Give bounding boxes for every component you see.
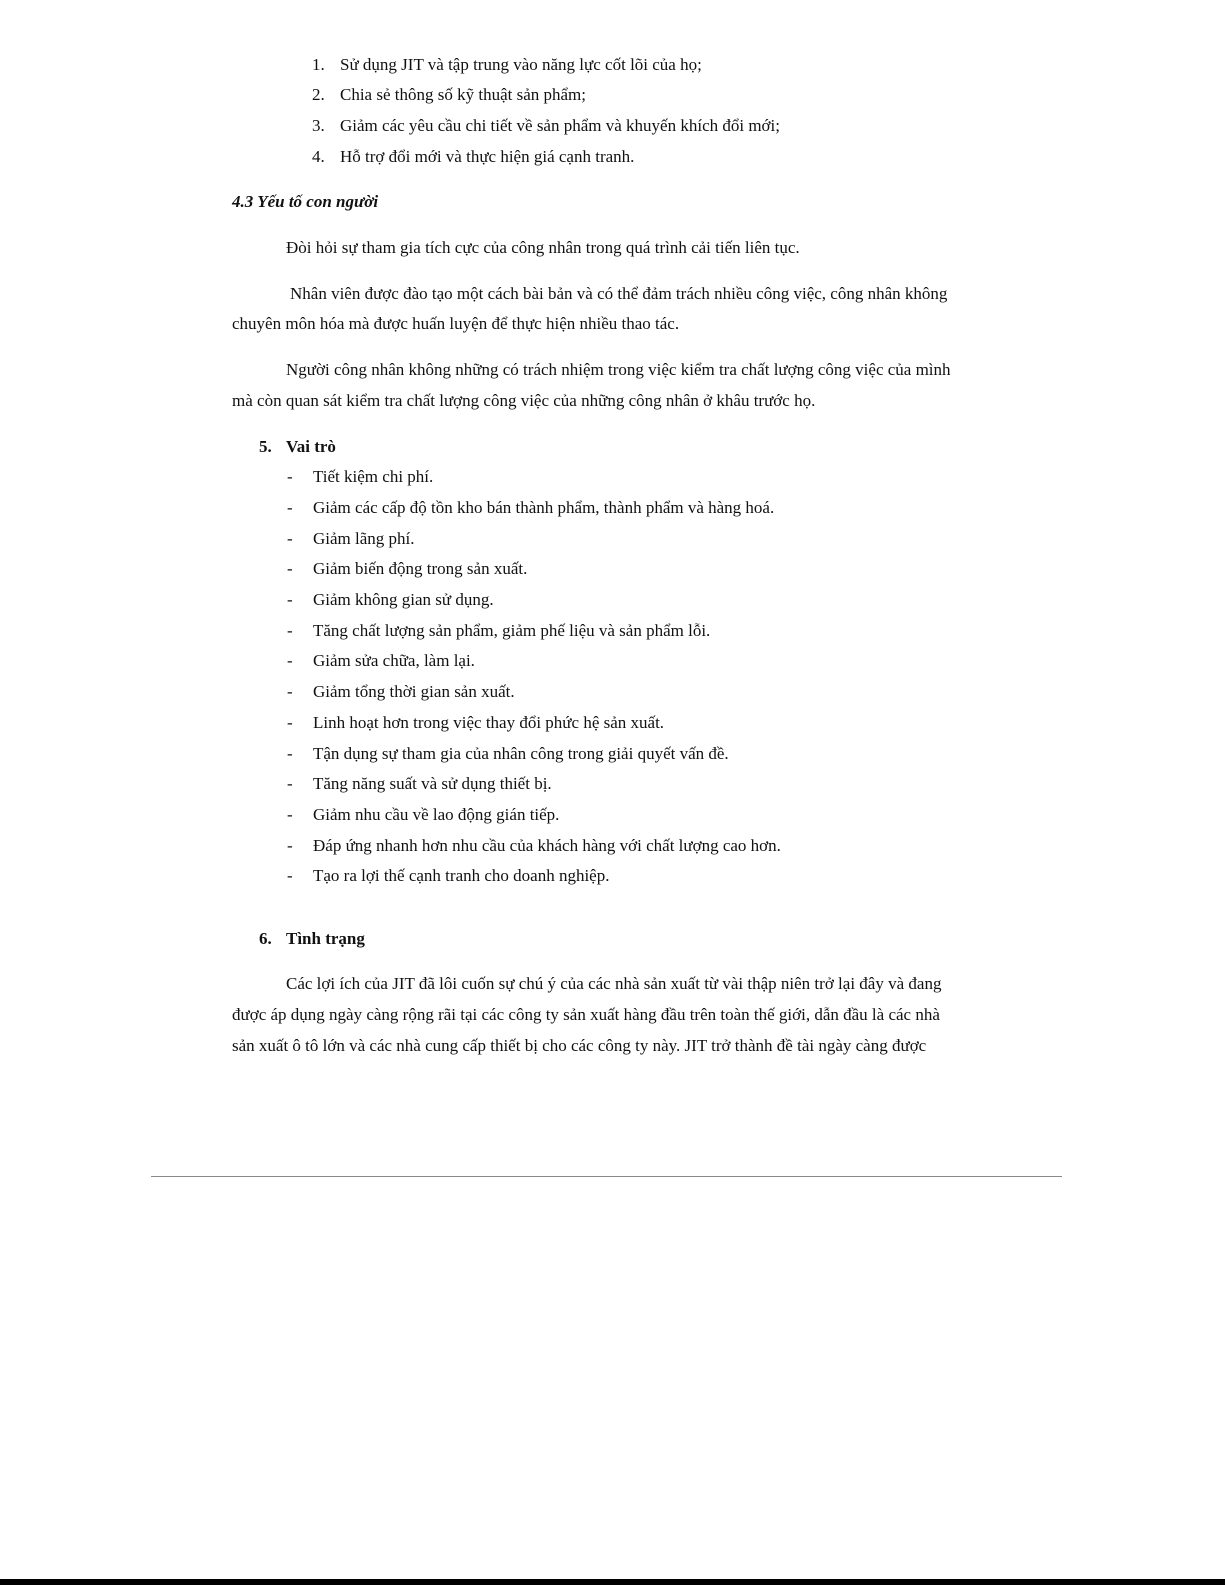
section-heading-6: Tình trạng [286, 929, 365, 948]
list-number: 1. [312, 55, 325, 74]
dash-bullet: - [287, 836, 293, 855]
dash-bullet: - [287, 559, 293, 578]
list-item: Tận dụng sự tham gia của nhân công trong giải quyết vấn đề. [313, 744, 729, 763]
dash-bullet: - [287, 713, 293, 732]
list-item: Giảm lãng phí. [313, 529, 415, 548]
list-item: Hỗ trợ đổi mới và thực hiện giá cạnh tranh. [340, 147, 635, 166]
list-item: Giảm không gian sử dụng. [313, 590, 494, 609]
list-item: Giảm nhu cầu về lao động gián tiếp. [313, 805, 560, 824]
paragraph-line: Đòi hỏi sự tham gia tích cực của công nhân trong quá trình cải tiến liên tục. [286, 238, 800, 257]
list-number: 3. [312, 116, 325, 135]
paragraph-line: Nhân viên được đào tạo một cách bài bản và có thể đảm trách nhiều công việc, công nhân không [290, 284, 948, 303]
list-item: Chia sẻ thông số kỹ thuật sản phẩm; [340, 85, 587, 104]
dash-bullet: - [287, 590, 293, 609]
footer-divider [151, 1176, 1062, 1177]
list-item: Tăng năng suất và sử dụng thiết bị. [313, 774, 552, 793]
section-number-5: 5. [259, 437, 272, 456]
dash-bullet: - [287, 805, 293, 824]
section-heading-4-3: 4.3 Yếu tố con người [232, 192, 379, 211]
section-number-6: 6. [259, 929, 272, 948]
list-item: Giảm các yêu cầu chi tiết về sản phẩm và khuyến khích đổi mới; [340, 116, 780, 135]
paragraph-line: Các lợi ích của JIT đã lôi cuốn sự chú ý của các nhà sản xuất từ vài thập niên trở lại đây và đang [286, 974, 942, 993]
list-item: Giảm tổng thời gian sản xuất. [313, 682, 515, 701]
list-item: Tăng chất lượng sản phẩm, giảm phế liệu và sản phẩm lỗi. [313, 621, 711, 640]
dash-bullet: - [287, 498, 293, 517]
dash-bullet: - [287, 866, 293, 885]
dash-bullet: - [287, 682, 293, 701]
dash-bullet: - [287, 744, 293, 763]
paragraph-line: mà còn quan sát kiểm tra chất lượng công việc của những công nhân ở khâu trước họ. [232, 391, 816, 410]
dash-bullet: - [287, 621, 293, 640]
paragraph-line: được áp dụng ngày càng rộng rãi tại các công ty sản xuất hàng đầu trên toàn thế giới, dẫn đầu là các nhà [232, 1005, 940, 1024]
list-item: Giảm sửa chữa, làm lại. [313, 651, 475, 670]
list-number: 4. [312, 147, 325, 166]
section-heading-5: Vai trò [286, 437, 336, 456]
list-item: Giảm biến động trong sản xuất. [313, 559, 528, 578]
list-item: Linh hoạt hơn trong việc thay đổi phức hệ sản xuất. [313, 713, 665, 732]
paragraph-line: Người công nhân không những có trách nhiệm trong việc kiểm tra chất lượng công việc của mình [286, 360, 951, 379]
list-item: Tạo ra lợi thế cạnh tranh cho doanh nghiệp. [313, 866, 610, 885]
list-item: Đáp ứng nhanh hơn nhu cầu của khách hàng với chất lượng cao hơn. [313, 836, 781, 855]
list-item: Tiết kiệm chi phí. [313, 467, 434, 486]
dash-bullet: - [287, 651, 293, 670]
list-number: 2. [312, 85, 325, 104]
page-bottom-edge [0, 1579, 1225, 1585]
list-item: Sử dụng JIT và tập trung vào năng lực cốt lõi của họ; [340, 55, 702, 74]
list-item: Giảm các cấp độ tồn kho bán thành phẩm, thành phẩm và hàng hoá. [313, 498, 775, 517]
paragraph-line: chuyên môn hóa mà được huấn luyện để thực hiện nhiều thao tác. [232, 314, 680, 333]
dash-bullet: - [287, 467, 293, 486]
dash-bullet: - [287, 774, 293, 793]
dash-bullet: - [287, 529, 293, 548]
paragraph-line: sản xuất ô tô lớn và các nhà cung cấp thiết bị cho các công ty này. JIT trở thành đề tài ngày càng được [232, 1036, 927, 1055]
